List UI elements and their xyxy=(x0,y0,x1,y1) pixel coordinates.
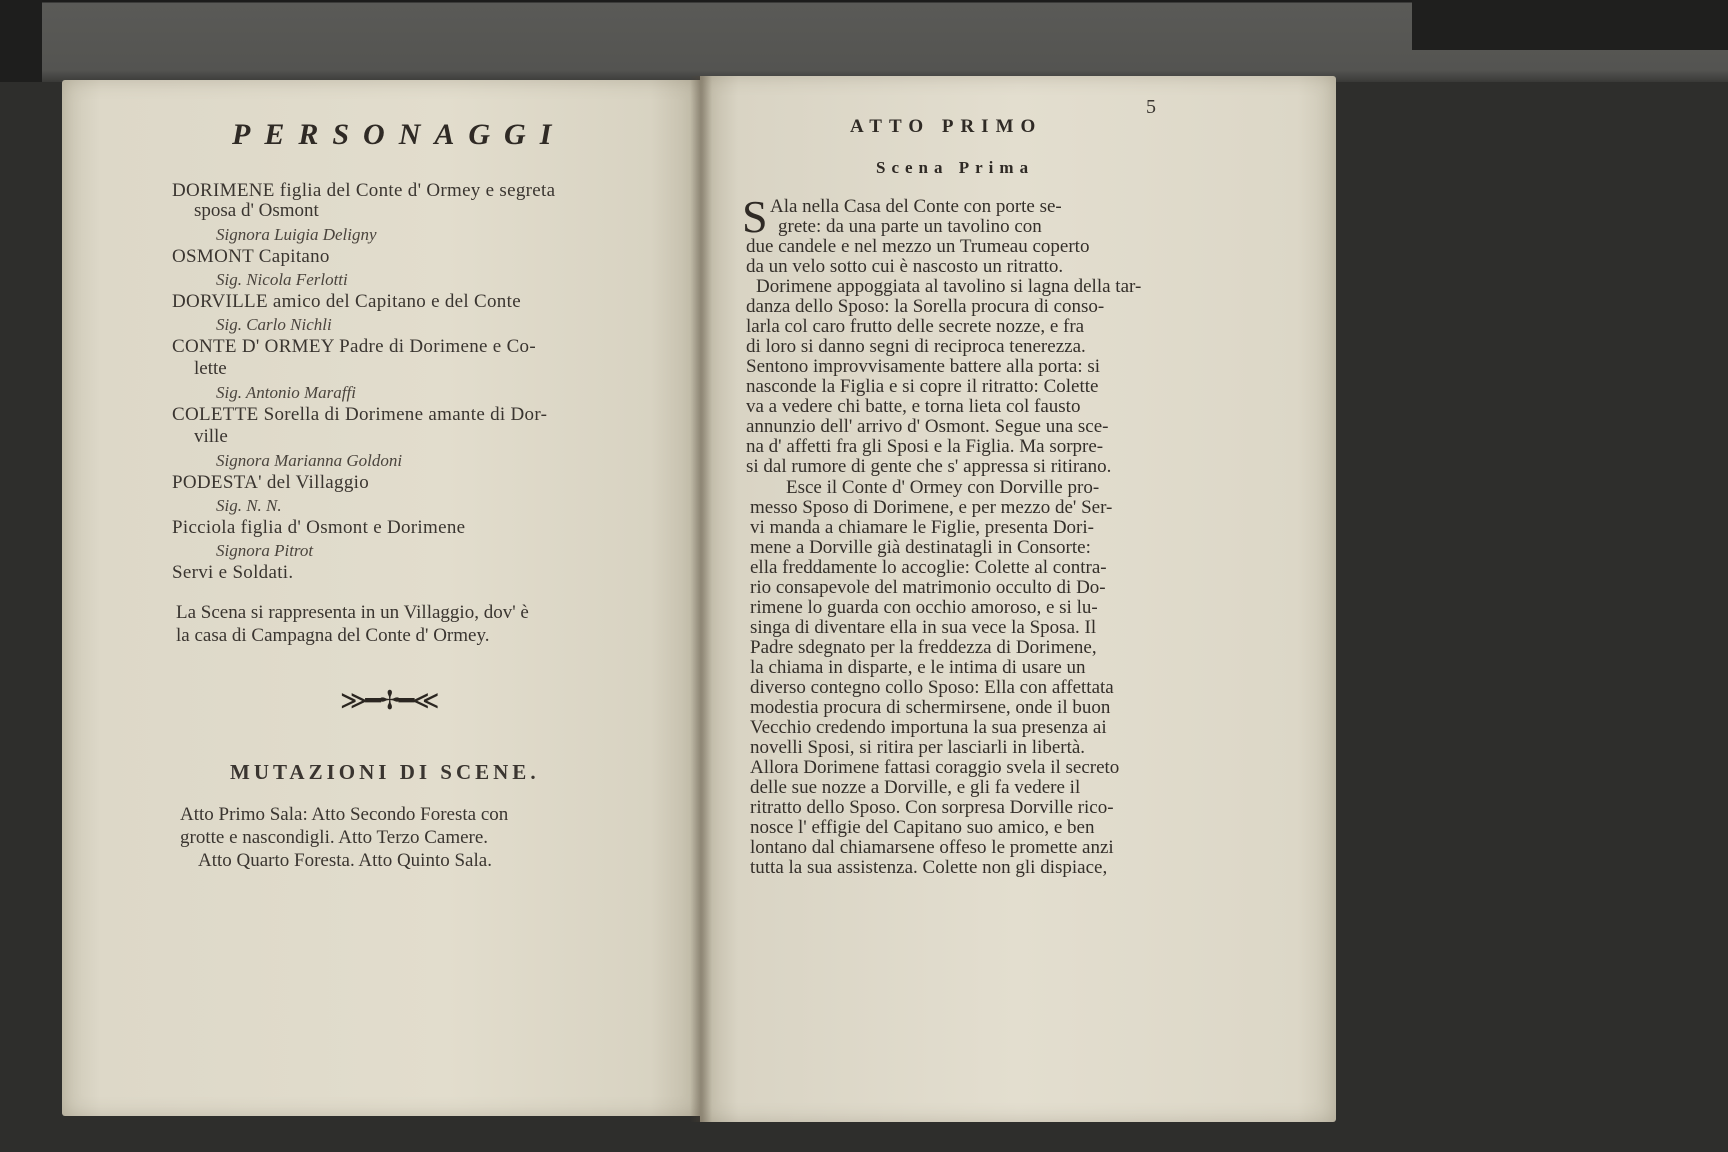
body-line: grete: da una parte un tavolino con xyxy=(778,216,1042,237)
mutazioni-line: Atto Primo Sala: Atto Secondo Foresta con xyxy=(180,804,509,825)
body-line: annunzio dell' arrivo d' Osmont. Segue una sce- xyxy=(746,416,1109,437)
body-line: Padre sdegnato per la freddezza di Dorimene, xyxy=(750,637,1097,658)
body-line: messo Sposo di Dorimene, e per mezzo de' Ser- xyxy=(750,497,1113,518)
body-line: la chiama in disparte, e le intima di usare un xyxy=(750,657,1086,678)
background-edge xyxy=(1412,0,1728,50)
character-line: PODESTA' del Villaggio xyxy=(172,472,370,493)
ornament-divider: ≫━✢━≪ xyxy=(340,686,438,715)
actor-name: Sig. Nicola Ferlotti xyxy=(216,270,348,289)
character-line: sposa d' Osmont xyxy=(194,200,319,221)
body-line: da un velo sotto cui è nascosto un ritratto. xyxy=(746,256,1064,277)
character-line: DORIMENE figlia del Conte d' Ormey e segreta xyxy=(172,180,556,201)
left-page xyxy=(62,80,702,1116)
background-top-band xyxy=(0,0,1728,82)
actor-name: Sig. Antonio Maraffi xyxy=(216,383,356,402)
actor-name: Sig. N. N. xyxy=(216,496,282,515)
body-line: danza dello Sposo: la Sorella procura di conso- xyxy=(746,296,1105,317)
body-line: ritratto dello Sposo. Con sorpresa Dorville rico- xyxy=(750,797,1114,818)
body-line: di loro si danno segni di reciproca tenerezza. xyxy=(746,336,1086,357)
character-line: Picciola figlia d' Osmont e Dorimene xyxy=(172,517,466,538)
page-number: 5 xyxy=(1146,96,1156,118)
open-book xyxy=(62,76,1336,1122)
body-line: Sentono improvvisamente battere alla porta: si xyxy=(746,356,1101,377)
drop-cap: S xyxy=(742,191,768,242)
body-line: ella freddamente lo accoglie: Colette al contra- xyxy=(750,557,1107,578)
character-line: CONTE D' ORMEY Padre di Dorimene e Co- xyxy=(172,336,536,357)
mutazioni-heading: MUTAZIONI DI SCENE. xyxy=(230,760,540,784)
act-title: ATTO PRIMO xyxy=(850,116,1043,137)
character-line: Servi e Soldati. xyxy=(172,562,294,583)
mutazioni-line: Atto Quarto Foresta. Atto Quinto Sala. xyxy=(198,850,492,871)
right-page xyxy=(700,76,1336,1122)
body-line: na d' affetti fra gli Sposi e la Figlia. Ma sorpre- xyxy=(746,436,1104,457)
scene-note-line: la casa di Campagna del Conte d' Ormey. xyxy=(176,625,490,646)
body-line: lontano dal chiamarsene offeso le promette anzi xyxy=(750,837,1114,858)
personaggi-heading: PERSONAGGI xyxy=(232,118,566,151)
actor-name: Signora Luigia Deligny xyxy=(216,225,377,244)
body-line: novelli Sposi, si ritira per lasciarli in libertà. xyxy=(750,737,1086,758)
body-line: tutta la sua assistenza. Colette non gli dispiace, xyxy=(750,857,1108,878)
actor-name: Signora Marianna Goldoni xyxy=(216,451,403,470)
body-line: Vecchio credendo importuna la sua presenza ai xyxy=(750,717,1107,738)
character-line: COLETTE Sorella di Dorimene amante di Dor- xyxy=(172,404,548,425)
body-line: Esce il Conte d' Ormey con Dorville pro- xyxy=(786,477,1100,498)
mutazioni-line: grotte e nascondigli. Atto Terzo Camere. xyxy=(180,827,489,848)
body-line: delle sue nozze a Dorville, e gli fa vedere il xyxy=(750,777,1081,798)
character-line: DORVILLE amico del Capitano e del Conte xyxy=(172,291,521,312)
body-line: si dal rumore di gente che s' appressa si ritirano. xyxy=(746,456,1112,477)
body-line: due candele e nel mezzo un Trumeau coperto xyxy=(746,236,1090,257)
character-line: OSMONT Capitano xyxy=(172,246,330,267)
body-line: vi manda a chiamare le Figlie, presenta Dori- xyxy=(750,517,1094,538)
body-line: Allora Dorimene fattasi coraggio svela il secreto xyxy=(750,757,1120,778)
body-line: rio consapevole del matrimonio occulto di Do- xyxy=(750,577,1106,598)
body-line: nosce l' effigie del Capitano suo amico, e ben xyxy=(750,817,1095,838)
actor-name: Signora Pitrot xyxy=(216,541,314,560)
body-line: larla col caro frutto delle secrete nozze, e fra xyxy=(746,316,1085,337)
body-line: Dorimene appoggiata al tavolino si lagna della tar- xyxy=(756,276,1142,297)
body-line: diverso contegno collo Sposo: Ella con affettata xyxy=(750,677,1114,698)
body-line: modestia procura di schermirsene, onde il buon xyxy=(750,697,1111,718)
scene-note-line: La Scena si rappresenta in un Villaggio, dov' è xyxy=(176,602,529,623)
background-edge xyxy=(0,0,42,82)
character-line: lette xyxy=(194,358,227,379)
book-gutter xyxy=(690,76,712,1122)
actor-name: Sig. Carlo Nichli xyxy=(216,315,332,334)
scene-title: Scena Prima xyxy=(876,158,1035,177)
body-line: mene a Dorville già destinatagli in Consorte: xyxy=(750,537,1091,558)
body-line: nasconde la Figlia e si copre il ritratto: Colette xyxy=(746,376,1099,397)
body-line: Ala nella Casa del Conte con porte se- xyxy=(770,196,1062,217)
body-line: va a vedere chi batte, e torna lieta col fausto xyxy=(746,396,1081,417)
body-line: singa di diventare ella in sua vece la Sposa. Il xyxy=(750,617,1097,638)
body-line: rimene lo guarda con occhio amoroso, e si lu- xyxy=(750,597,1098,618)
character-line: ville xyxy=(194,426,228,447)
